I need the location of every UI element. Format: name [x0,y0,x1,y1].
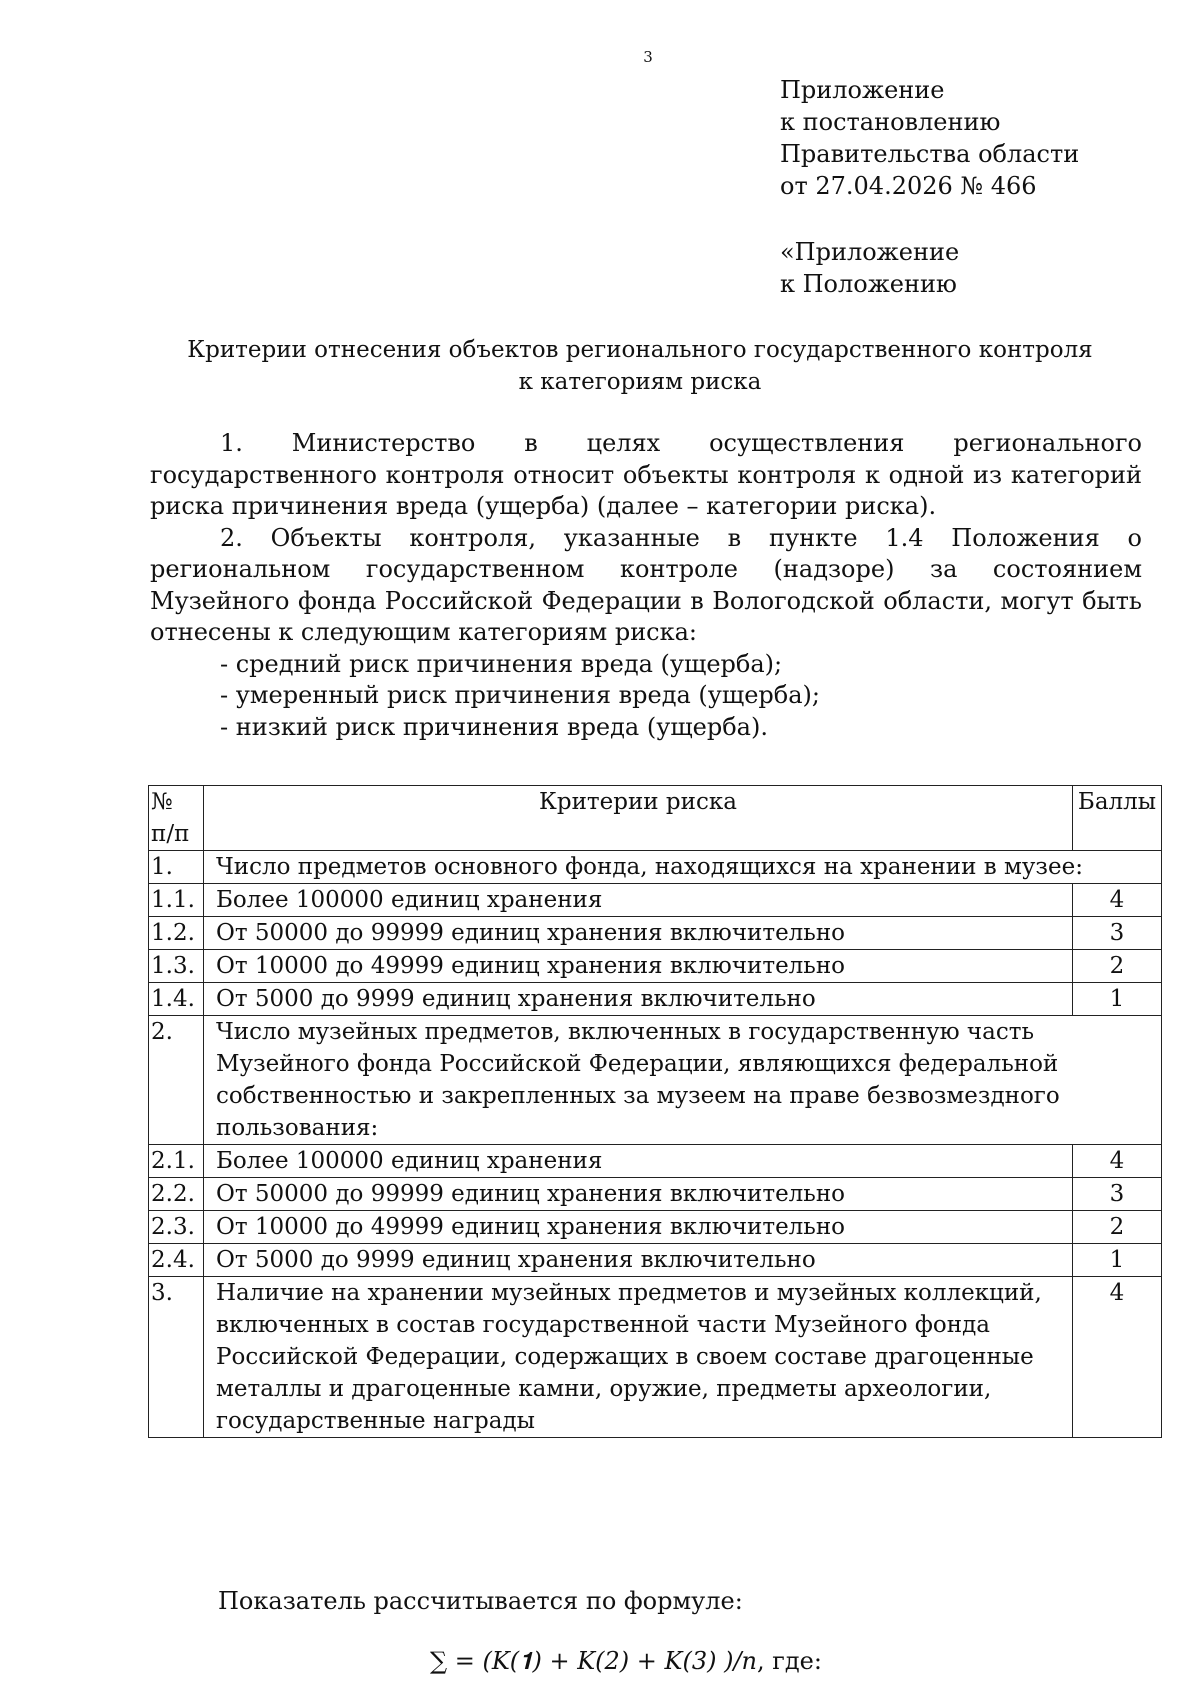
risk-bullet: - умеренный риск причинения вреда (ущерба); [220,681,820,709]
table-row [149,1277,1162,1438]
row-criteria: Наличие на хранении музейных предметов и музейных коллекций, включенных в состав государственной части Музейного фонда Российской Федерации, содержащих в своем составе драгоценные металлы и драгоценные камни, оружие, предметы археологии, государственные награды [204,1277,1073,1438]
appendix-line: «Приложение [780,238,960,266]
appendix-line: от 27.04.2026 № 466 [780,172,1037,200]
table-row [149,1178,1162,1211]
document-title [150,334,1130,398]
table-row [149,983,1162,1016]
row-score: 1 [1073,1244,1162,1277]
body-text [150,428,1142,743]
row-criteria: От 5000 до 9999 единиц хранения включительно [204,1244,1073,1277]
row-number: 2.4. [149,1244,204,1277]
row-score: 4 [1073,1145,1162,1178]
table-row [149,950,1162,983]
row-number: 2.2. [149,1178,204,1211]
table-header-row [149,786,1162,851]
row-criteria: От 10000 до 49999 единиц хранения включительно [204,1211,1073,1244]
header-num: № п/п [149,786,204,851]
title-line: к категориям риска [518,369,762,395]
header-score: Баллы [1073,786,1162,851]
table-row [149,1016,1162,1145]
appendix-subheader [780,236,1180,300]
row-score: 2 [1073,950,1162,983]
row-score: 3 [1073,1178,1162,1211]
row-number: 1.4. [149,983,204,1016]
table-row [149,1211,1162,1244]
formula-intro: Показатель рассчитывается по формуле: [218,1587,743,1615]
row-score: 1 [1073,983,1162,1016]
risk-bullet: - средний риск причинения вреда (ущерба); [220,649,783,678]
appendix-line: к Положению [780,270,957,298]
table-row [149,917,1162,950]
row-criteria: От 50000 до 99999 единиц хранения включительно [204,1178,1073,1211]
table-row [149,1145,1162,1178]
table-row [149,884,1162,917]
formula-expression: ∑ = (𝐾(𝟏) + 𝐾(2) + 𝐾(3) )/𝑛 [430,1647,757,1675]
row-criteria: От 50000 до 99999 единиц хранения включительно [204,917,1073,950]
row-criteria: Более 100000 единиц хранения [204,1145,1073,1178]
row-criteria: От 5000 до 9999 единиц хранения включительно [204,983,1073,1016]
title-line: Критерии отнесения объектов регионального государственного контроля [187,337,1093,363]
paragraph-1: 1. Министерство в целях осуществления регионального государственного контроля относит объекты контроля к одной из категорий риска причинения вреда (ущерба) (далее – категории риска). [150,429,1142,520]
row-number: 1. [149,851,204,884]
risk-criteria-table [148,785,1162,1438]
table-body [149,851,1162,1438]
risk-bullet: - низкий риск причинения вреда (ущерба). [220,712,768,741]
formula-suffix: , где: [757,1647,822,1675]
row-criteria: Число музейных предметов, включенных в государственную часть Музейного фонда Российской Федерации, являющихся федеральной собственностью и закрепленных за музеем на праве безвозмездного пользования: [204,1016,1162,1145]
appendix-line: Правительства области [780,140,1080,168]
appendix-line: Приложение [780,76,945,104]
row-criteria: От 10000 до 49999 единиц хранения включительно [204,950,1073,983]
row-number: 1.2. [149,917,204,950]
page-number: 3 [643,48,653,66]
row-number: 2.1. [149,1145,204,1178]
row-number: 2.3. [149,1211,204,1244]
row-score: 4 [1073,1277,1162,1438]
appendix-header [780,74,1180,202]
header-criteria: Критерии риска [204,786,1073,851]
row-number: 2. [149,1016,204,1145]
row-score: 3 [1073,917,1162,950]
row-criteria: Более 100000 единиц хранения [204,884,1073,917]
row-number: 1.3. [149,950,204,983]
row-number: 3. [149,1277,204,1438]
row-criteria: Число предметов основного фонда, находящихся на хранении в музее: [204,851,1162,884]
paragraph-2: 2. Объекты контроля, указанные в пункте 1.4 Положения о региональном государственном контроле (надзоре) за состоянием Музейного фонда Российской Федерации в Вологодской области, могут быть отнесены к следующим категориям риска: [150,523,1142,646]
row-number: 1.1. [149,884,204,917]
table-row [149,1244,1162,1277]
table-row [149,851,1162,884]
formula [430,1645,822,1677]
row-score: 2 [1073,1211,1162,1244]
appendix-line: к постановлению [780,108,1001,136]
row-score: 4 [1073,884,1162,917]
